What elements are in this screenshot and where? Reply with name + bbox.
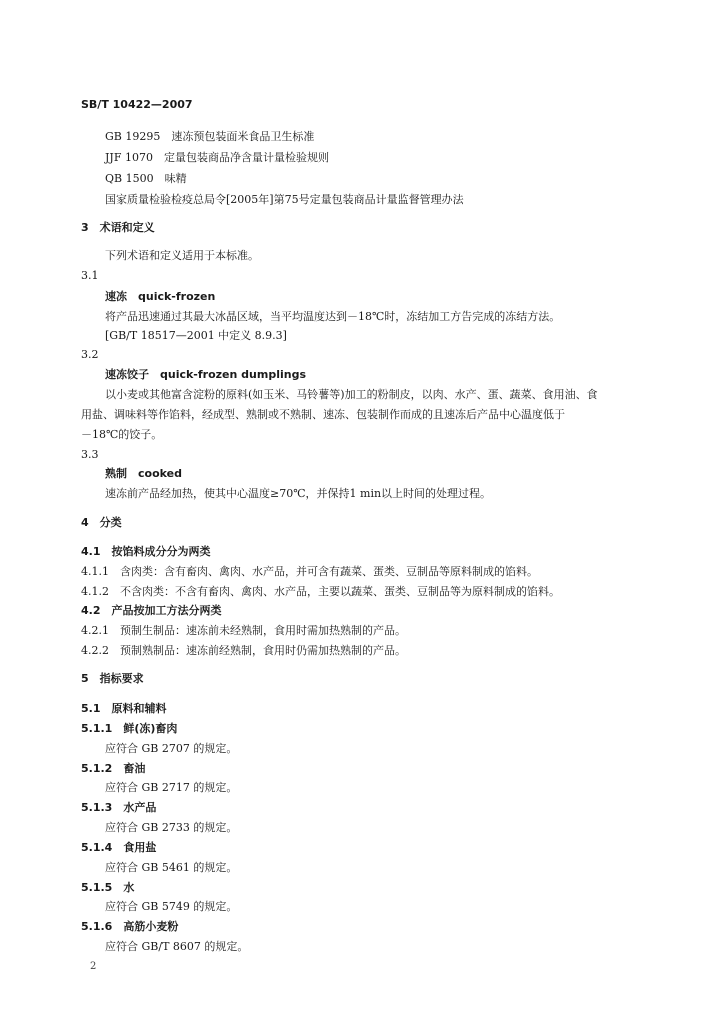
definition-text: 用盐、调味料等作馅料，经成型、熟制或不熟制、速冻、包装制作而成的且速冻后产品中心温度低于 [81,408,565,421]
requirement-text: 应符合 GB 2717 的规定。 [105,781,238,794]
section-4-title: 4 分类 [81,516,122,529]
requirement-heading: 5.1.6 高筋小麦粉 [81,920,179,933]
clause-heading: 4.1 按馅料成分分为两类 [81,545,211,558]
definition-source: [GB/T 18517—2001 中定义 8.9.3] [105,329,287,342]
requirement-heading: 5.1.2 畜油 [81,762,146,775]
clause-text: 4.1.1 含肉类：含有畜肉、禽肉、水产品，并可含有蔬菜、蛋类、豆制品等原料制成的馅料。 [81,565,538,578]
reference-item: 国家质量检验检疫总局令[2005年]第75号定量包装商品计量监督管理办法 [105,193,464,206]
requirement-heading: 5.1.1 鲜(冻)畜肉 [81,722,178,735]
requirement-text: 应符合 GB 2707 的规定。 [105,742,238,755]
requirement-text: 应符合 GB 2733 的规定。 [105,821,238,834]
clause-heading: 4.2 产品按加工方法分两类 [81,604,222,617]
requirement-heading: 5.1.5 水 [81,881,135,894]
definition-text: 将产品迅速通过其最大冰晶区域，当平均温度达到－18℃时，冻结加工方告完成的冻结方法。 [105,310,561,323]
definition-text: 以小麦或其他富含淀粉的原料(如玉米、马铃薯等)加工的粉制皮，以肉、水产、蛋、蔬菜、食用油、食 [105,388,598,401]
definition-text: 速冻前产品经加热，使其中心温度≥70℃，并保持1 min以上时间的处理过程。 [105,487,492,500]
definition-term: 熟制 cooked [105,467,182,480]
definition-number: 3.1 [81,269,99,282]
clause-text: 4.1.2 不含肉类：不含有畜肉、禽肉、水产品，主要以蔬菜、蛋类、豆制品等为原料制成的馅料。 [81,585,560,598]
page-number: 2 [90,961,97,972]
requirement-heading: 5.1.3 水产品 [81,801,157,814]
reference-item: JJF 1070 定量包装商品净含量计量检验规则 [105,151,329,164]
requirement-heading: 5.1.4 食用盐 [81,841,157,854]
requirement-text: 应符合 GB 5461 的规定。 [105,861,238,874]
section-3-title: 3 术语和定义 [81,221,155,234]
definition-term: 速冻饺子 quick-frozen dumplings [105,368,307,381]
requirement-text: 应符合 GB/T 8607 的规定。 [105,940,249,953]
definition-term: 速冻 quick-frozen [105,290,216,303]
requirement-text: 应符合 GB 5749 的规定。 [105,900,238,913]
definition-number: 3.3 [81,448,99,461]
page-header-code: SB/T 10422—2007 [81,98,193,111]
clause-text: 4.2.2 预制熟制品：速冻前经熟制，食用时仍需加热熟制的产品。 [81,644,406,657]
definition-number: 3.2 [81,348,99,361]
section-5-title: 5 指标要求 [81,672,144,685]
clause-heading: 5.1 原料和辅料 [81,702,167,715]
section-3-intro: 下列术语和定义适用于本标准。 [105,249,259,262]
clause-text: 4.2.1 预制生制品：速冻前未经熟制，食用时需加热熟制的产品。 [81,624,406,637]
reference-item: QB 1500 味精 [105,172,187,185]
reference-item: GB 19295 速冻预包装面米食品卫生标准 [105,130,315,143]
definition-text: －18℃的饺子。 [81,428,163,441]
